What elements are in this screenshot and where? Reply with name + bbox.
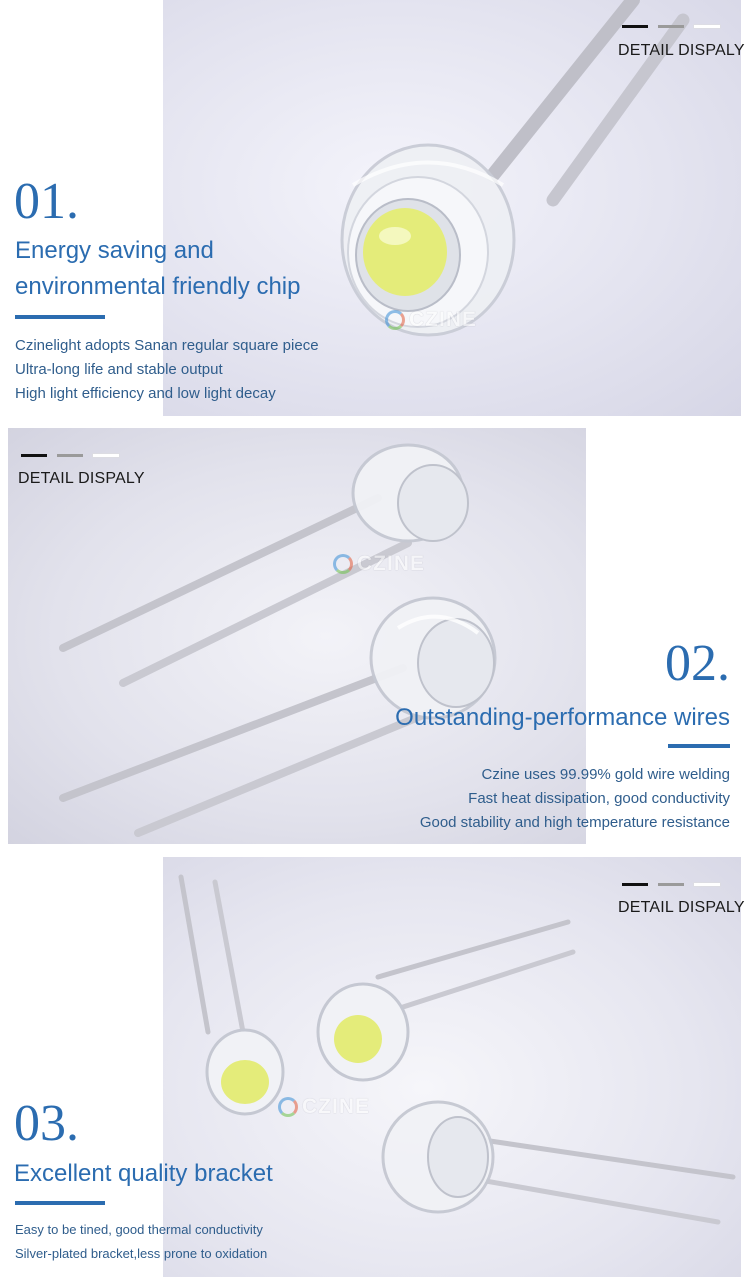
bar-dark — [622, 25, 648, 28]
czine-watermark: CZINE — [385, 308, 477, 332]
bar-dark — [21, 454, 47, 457]
section-heading: Outstanding-performance wires — [395, 704, 730, 731]
section-description: Czinelight adopts Sanan regular square piece Ultra-long life and stable output High light efficiency and low light decay — [15, 337, 319, 402]
section-3-progress-bars — [622, 883, 720, 886]
detail-label: DETAIL DISPALY — [18, 470, 145, 487]
bar-gray — [57, 454, 83, 457]
bar-light — [694, 883, 720, 886]
bar-light — [694, 25, 720, 28]
bar-gray — [658, 25, 684, 28]
section-number: 03. — [14, 1095, 79, 1152]
bar-dark — [622, 883, 648, 886]
heading-underline — [15, 1201, 105, 1205]
section-description: Easy to be tined, good thermal conductivity Silver-plated bracket,less prone to oxidation — [15, 1222, 268, 1261]
section-heading: Excellent quality bracket — [14, 1160, 273, 1187]
detail-label: DETAIL DISPALY — [618, 899, 745, 916]
bar-light — [93, 454, 119, 457]
section-1-progress-bars — [622, 25, 720, 28]
detail-label: DETAIL DISPALY — [618, 42, 745, 59]
bar-gray — [658, 883, 684, 886]
led-bracket-illustration — [163, 857, 741, 1277]
section-2-progress-bars — [21, 454, 119, 457]
czine-watermark: CZINE — [333, 552, 425, 576]
product-photo-bracket — [163, 857, 741, 1277]
czine-logo-icon — [385, 310, 405, 330]
heading-underline — [668, 744, 730, 748]
heading-underline — [15, 315, 105, 319]
section-heading: Energy saving and environmental friendly chip — [15, 237, 301, 300]
section-description: Czine uses 99.99% gold wire welding Fast heat dissipation, good conductivity Good stability and high temperature resistance — [419, 766, 730, 831]
czine-logo-icon — [278, 1097, 298, 1117]
czine-watermark: CZINE — [278, 1095, 370, 1119]
section-number: 01. — [14, 173, 79, 230]
czine-logo-icon — [333, 554, 353, 574]
section-number: 02. — [665, 635, 730, 692]
